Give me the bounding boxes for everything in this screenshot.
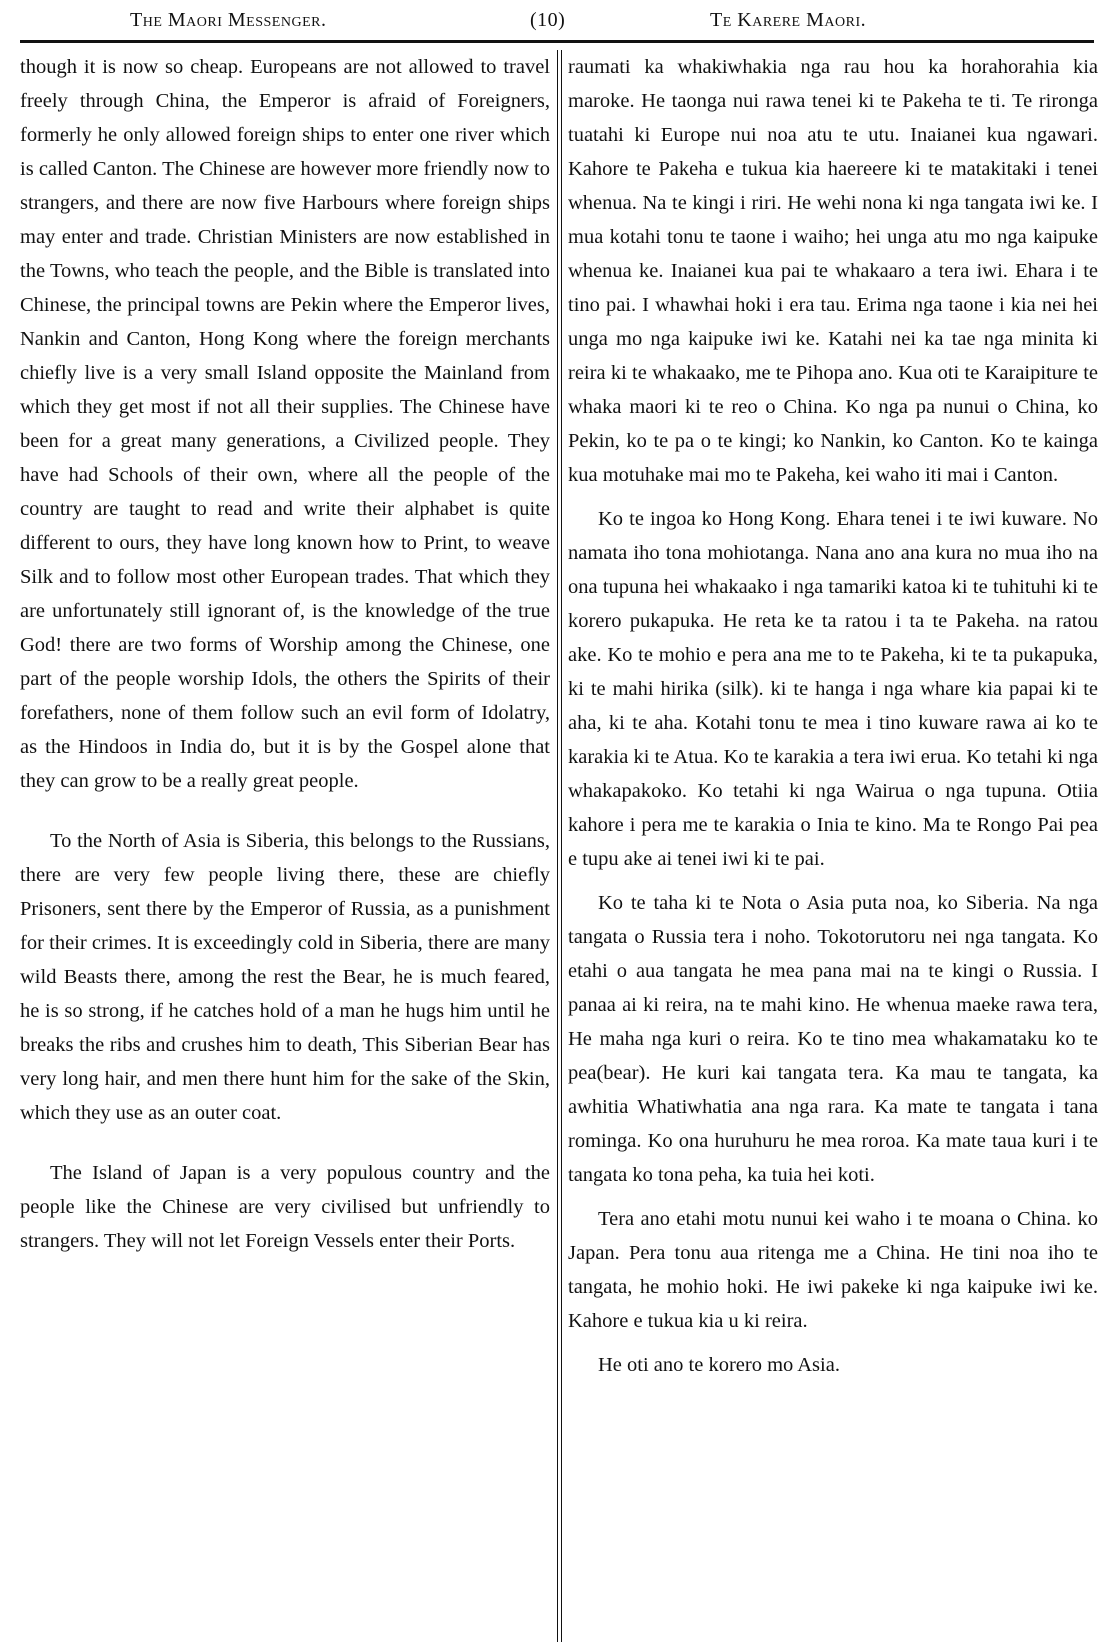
maori-paragraph-japan: Tera ano etahi motu nunui kei waho i te moana o China. ko Japan. Pera tonu aua ritenga me a China. He tini noa iho te tangata, he mohio hoki. He iwi pakeke ki nga kaipuke iwi ke. Kahore e tukua kia u ki reira. <box>568 1208 1098 1332</box>
header-page-number: (10) <box>530 8 566 31</box>
page-header <box>20 0 1094 40</box>
maori-paragraph-china: raumati ka whakiwhakia nga rau hou ka horahorahia kia maroke. He taonga nui rawa tenei ki te Pakeha te ti. Te rironga tuatahi ki Europe nui noa atu te utu. Inaianei kua ngawari. Kahore te Pakeha e tukua kia haereere ki te matakitaki i tenei whenua. Na te kingi i riri. He wehi nona ki nga tangata iwi ke. I mua kotahi tonu te taone i waiho; hei unga atu mo nga kaipuke whenua ke. Inaianei kua pai te whakaaro a tera iwi. Ehara i te tino pai. I whawhai hoki i era tau. Erima nga taone i kia nei hei unga mo nga kaipuke iwi ke. Katahi nei ka tae nga minita ki reira ki te whakaako, me te Pihopa ano. Kua oti te Karaipiture te whaka maori ki te reo o China. Ko nga pa nunui o China, ko Pekin, ko te pa o te kingi; ko Nankin, ko Canton. Ko te kainga kua motuhake mai mo te Pakeha, kei waho iti mai i Canton. <box>568 56 1098 486</box>
column-divider-left <box>557 50 558 1642</box>
maori-paragraph-closing: He oti ano te korero mo Asia. <box>598 1354 840 1376</box>
column-divider-right <box>561 50 562 1642</box>
english-paragraph-japan: The Island of Japan is a very populous country and the people like the Chinese are very civilised but unfriendly to strangers. They will not let Foreign Vessels enter their Ports. <box>20 1162 550 1252</box>
header-maori-title: Te Karere Maori. <box>710 8 867 31</box>
english-paragraph-china: though it is now so cheap. Europeans are not allowed to travel freely through China, the Emperor is afraid of Foreigners, formerly he only allowed foreign ships to enter one river which is called Canton. The Chinese are however more friendly now to strangers, and there are now five Harbours where foreign ships may enter and trade. Christian Ministers are now established in the Towns, who teach the people, and the Bible is translated into Chinese, the principal towns are Pekin where the Emperor lives, Nankin and Canton, Hong Kong where the foreign merchants chiefly live is a very small Island opposite the Mainland from which they get most if not all their supplies. The Chinese have been for a great many generations, a Civilized people. They have had Schools of their own, where all the people of the country are taught to read and write their alphabet is quite different to ours, they have long known how to Print, to weave Silk and to follow most other European trades. That which they are unfortunately still ignorant of, is the knowledge of the true God! there are two forms of Worship among the Chinese, one part of the people worship Idols, the others the Spirits of their forefathers, none of them follow such an evil form of Idolatry, as the Hindoos in India do, but it is by the Gospel alone that they can grow to be a really great people. <box>20 56 550 792</box>
english-paragraph-siberia: To the North of Asia is Siberia, this belongs to the Russians, there are very few people living there, these are chiefly Prisoners, sent there by the Emperor of Russia, as a punishment for their crimes. It is exceedingly cold in Siberia, there are many wild Beasts there, among the rest the Bear, he is much feared, he is so strong, if he catches hold of a man he hugs him until he breaks the ribs and crushes him to death, This Siberian Bear has very long hair, and men there hunt him for the sake of the Skin, which they use as an outer coat. <box>20 830 550 1124</box>
maori-paragraph-siberia: Ko te taha ki te Nota o Asia puta noa, ko Siberia. Na nga tangata o Russia tera i noho. Tokotorutoru nei nga tangata. Ko etahi o aua tangata he mea pana mai na te kingi o Russia. I panaa ai ki reira, na te mahi kino. He whenua maeke rawa tera, He maha nga kuri o reira. Ko te tino mea whakamataku ko te pea(bear). He kuri kai tangata tera. Ka mau te tangata, ka awhitia Whatiwhatia ana nga rara. Ka mate te tangata i tana rominga. Ko ona huruhuru he mea roroa. Ka mate taua kuri i te tangata ko tona peha, ka tuia hei koti. <box>568 892 1098 1186</box>
maori-paragraph-hong-kong: Ko te ingoa ko Hong Kong. Ehara tenei i te iwi kuware. No namata iho tona mohiotanga. Nana ano ana kura no mua iho na ona tupuna hei whakaako i nga tamariki katoa ki te tuhituhi ki te korero pukapuka. He reta ke ta ratou i ta te Pakeha. na ratou ake. Ko te mohio e pera ana me to te Pakeha, ki te ta pukapuka, ki te mahi hirika (silk). ki te hanga i nga whare kia papai ki te aha, ki te aha. Kotahi tonu te mea i tino kuware rawa ai ko te karakia ki te Atua. Ko te karakia a tera iwi erua. Ko tetahi ki nga whakapakoko. Ko tetahi ki nga Wairua o nga tupuna. Otiia kahore i pera me te karakia o Inia te kino. Ma te Rongo Pai pea e tupu ake ai tenei iwi ki te pai. <box>568 508 1098 870</box>
header-rule <box>20 40 1094 43</box>
header-english-title: The Maori Messenger. <box>130 8 327 31</box>
maori-column <box>568 50 1098 1382</box>
english-column <box>20 50 550 1258</box>
